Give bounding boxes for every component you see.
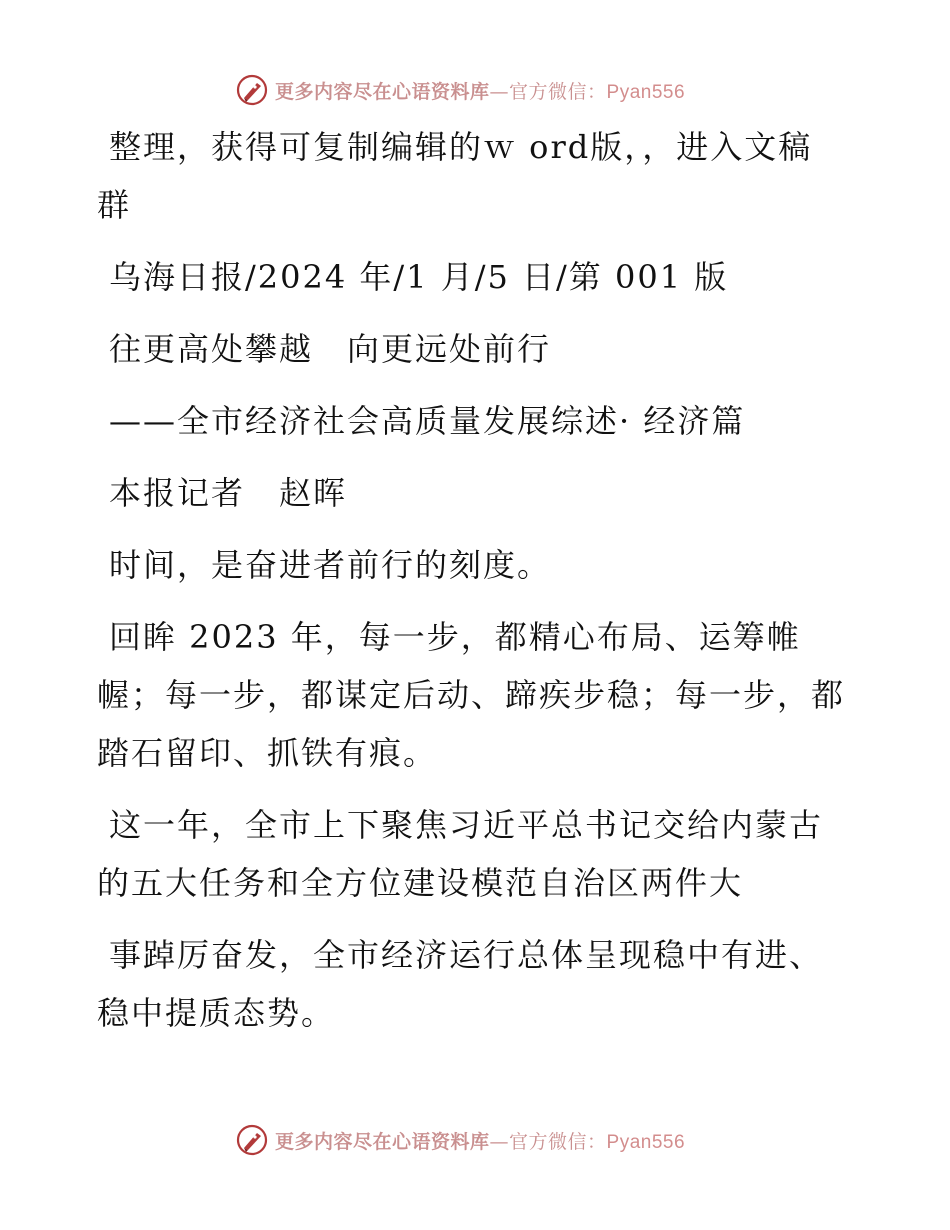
pen-nib-logo-icon xyxy=(235,73,269,107)
paragraph-7: 回眸 2023 年，每一步，都精心布局、运筹帷 幄；每一步，都谋定后动、蹄疾步稳；每一步，都 踏石留印、抓铁有痕。 xyxy=(97,618,846,772)
article-subheadline: ——全市经济社会高质量发展综述· 经济篇 xyxy=(109,402,746,440)
line: 整理，获得可复制编辑的ｗ ord版，，进入文稿 xyxy=(109,128,813,166)
paragraph-8: 这一年，全市上下聚焦习近平总书记交给内蒙古 的五大任务和全方位建设模范自治区两件大 xyxy=(97,806,824,902)
header-banner-text: 更多内容尽在心语资料库—官方微信：Pyan556 xyxy=(275,80,686,103)
header-watermark-banner xyxy=(235,72,755,108)
footer-banner-text: 更多内容尽在心语资料库—官方微信：Pyan556 xyxy=(275,1130,686,1153)
paragraph-1 xyxy=(97,118,857,234)
pen-nib-logo-icon xyxy=(235,1123,269,1157)
document-body xyxy=(97,118,857,1042)
article-headline: 往更高处攀越 向更远处前行 xyxy=(109,330,552,368)
paragraph-source-line: 乌海日报/2024 年/1 月/5 日/第 001 版 xyxy=(109,258,729,296)
line: 群 xyxy=(97,186,132,224)
paragraph-6: 时间，是奋进者前行的刻度。 xyxy=(109,546,552,584)
paragraph-9: 事踔厉奋发，全市经济运行总体呈现稳中有进、 稳中提质态势。 xyxy=(97,936,824,1032)
footer-watermark-banner xyxy=(235,1122,755,1158)
byline: 本报记者 赵晖 xyxy=(109,474,348,512)
